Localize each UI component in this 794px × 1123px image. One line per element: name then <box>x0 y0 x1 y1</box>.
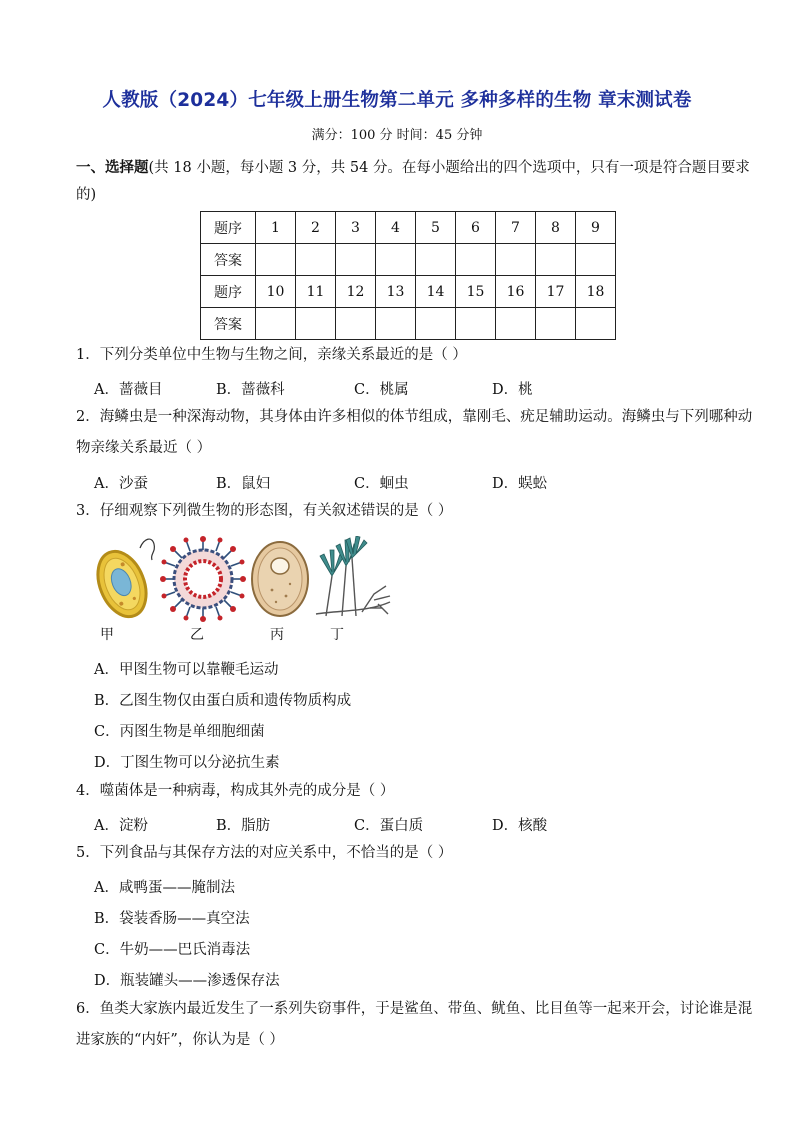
option-d[interactable]: D．桃 <box>492 382 533 398</box>
answer-cell[interactable] <box>496 308 536 340</box>
table-row <box>201 212 616 244</box>
table-cell: 6 <box>456 212 496 244</box>
table-cell: 1 <box>256 212 296 244</box>
table-cell: 5 <box>416 212 456 244</box>
answer-cell[interactable] <box>336 308 376 340</box>
option-c[interactable]: C．丙图生物是单细胞细菌 <box>94 724 265 740</box>
table-cell: 14 <box>416 276 456 308</box>
option-a[interactable]: A．蔷薇目 <box>94 382 163 398</box>
option-d[interactable]: D．丁图生物可以分泌抗生素 <box>94 755 280 771</box>
option-a[interactable]: A．淀粉 <box>94 818 148 834</box>
figure-label-bing: 丙 <box>270 627 284 643</box>
figure-label-yi: 乙 <box>190 627 204 643</box>
answer-cell[interactable] <box>296 308 336 340</box>
table-cell: 10 <box>256 276 296 308</box>
table-cell: 16 <box>496 276 536 308</box>
answer-cell[interactable] <box>456 244 496 276</box>
section-heading: 一、选择题 <box>76 160 149 176</box>
answer-cell[interactable] <box>376 244 416 276</box>
option-c[interactable]: C．桃属 <box>354 382 409 398</box>
table-cell: 4 <box>376 212 416 244</box>
answer-cell[interactable] <box>336 244 376 276</box>
yeast-figure <box>250 540 310 618</box>
question-3-stem: 3．仔细观察下列微生物的形态图，有关叙述错误的是（ ） <box>76 503 453 519</box>
section-1-intro <box>76 155 756 209</box>
question-1-stem: 1．下列分类单位中生物与生物之间，亲缘关系最近的是（ ） <box>76 347 467 363</box>
option-d[interactable]: D．蜈蚣 <box>492 476 548 492</box>
table-cell: 9 <box>576 212 616 244</box>
table-cell: 13 <box>376 276 416 308</box>
figure-label-jia: 甲 <box>100 627 114 643</box>
answer-cell[interactable] <box>576 308 616 340</box>
answer-cell[interactable] <box>456 308 496 340</box>
page-title: 人教版（2024）七年级上册生物第二单元 多种多样的生物 章末测试卷 <box>102 90 692 111</box>
option-d[interactable]: D．核酸 <box>492 818 548 834</box>
section-instructions: (共 18 小题，每小题 3 分，共 54 分。在每小题给出的四个选项中，只有一项是符合题目要求的) <box>76 160 750 203</box>
virus-figure <box>160 536 246 622</box>
question-2-stem: 2．海鳞虫是一种深海动物，其身体由许多相似的体节组成，靠刚毛、疣足辅助运动。海鳞虫与下列哪种动物亲缘关系最近（ ） <box>76 409 753 456</box>
question-6-stem: 6．鱼类大家族内最近发生了一系列失窃事件，于是鲨鱼、带鱼、鱿鱼、比目鱼等一起来开会，讨论谁是混进家族的“内奸”，你认为是（ ） <box>76 1001 753 1048</box>
bacterium-figure <box>82 532 162 620</box>
answer-cell[interactable] <box>376 308 416 340</box>
option-b[interactable]: B．乙图生物仅由蛋白质和遗传物质构成 <box>94 693 352 709</box>
table-cell: 7 <box>496 212 536 244</box>
answer-cell[interactable] <box>416 244 456 276</box>
table-cell: 答案 <box>201 308 256 340</box>
answer-cell[interactable] <box>256 244 296 276</box>
question-4-stem: 4．噬菌体是一种病毒，构成其外壳的成分是（ ） <box>76 783 395 799</box>
page-subtitle: 满分：100 分 时间：45 分钟 <box>311 128 483 143</box>
answer-cell[interactable] <box>496 244 536 276</box>
table-row <box>201 308 616 340</box>
table-row <box>201 276 616 308</box>
answer-cell[interactable] <box>256 308 296 340</box>
option-a[interactable]: A．沙蚕 <box>94 476 148 492</box>
option-a[interactable]: A．咸鸭蛋——腌制法 <box>94 880 235 896</box>
table-row <box>201 244 616 276</box>
question-1-options <box>94 378 533 399</box>
answer-cell[interactable] <box>536 244 576 276</box>
question-5-stem: 5．下列食品与其保存方法的对应关系中，不恰当的是（ ） <box>76 845 453 861</box>
table-cell: 12 <box>336 276 376 308</box>
option-c[interactable]: C．牛奶——巴氏消毒法 <box>94 942 251 958</box>
answer-cell[interactable] <box>296 244 336 276</box>
answer-cell[interactable] <box>416 308 456 340</box>
table-cell: 2 <box>296 212 336 244</box>
table-cell: 11 <box>296 276 336 308</box>
option-b[interactable]: B．鼠妇 <box>216 476 271 492</box>
option-c[interactable]: C．蛔虫 <box>354 476 409 492</box>
table-cell: 8 <box>536 212 576 244</box>
table-cell: 答案 <box>201 244 256 276</box>
option-d[interactable]: D．瓶装罐头——渗透保存法 <box>94 973 280 989</box>
figure-label-ding: 丁 <box>330 627 344 643</box>
option-c[interactable]: C．蛋白质 <box>354 818 424 834</box>
answer-cell[interactable] <box>536 308 576 340</box>
option-a[interactable]: A．甲图生物可以靠鞭毛运动 <box>94 662 279 678</box>
answer-table <box>200 211 616 340</box>
question-2-options <box>94 472 547 493</box>
table-cell: 题序 <box>201 212 256 244</box>
table-cell: 15 <box>456 276 496 308</box>
option-b[interactable]: B．袋装香肠——真空法 <box>94 911 250 927</box>
table-cell: 18 <box>576 276 616 308</box>
table-cell: 3 <box>336 212 376 244</box>
mold-figure <box>312 536 392 620</box>
answer-cell[interactable] <box>576 244 616 276</box>
option-b[interactable]: B．脂肪 <box>216 818 271 834</box>
question-4-options <box>94 814 547 835</box>
table-cell: 题序 <box>201 276 256 308</box>
option-b[interactable]: B．蔷薇科 <box>216 382 285 398</box>
table-cell: 17 <box>536 276 576 308</box>
